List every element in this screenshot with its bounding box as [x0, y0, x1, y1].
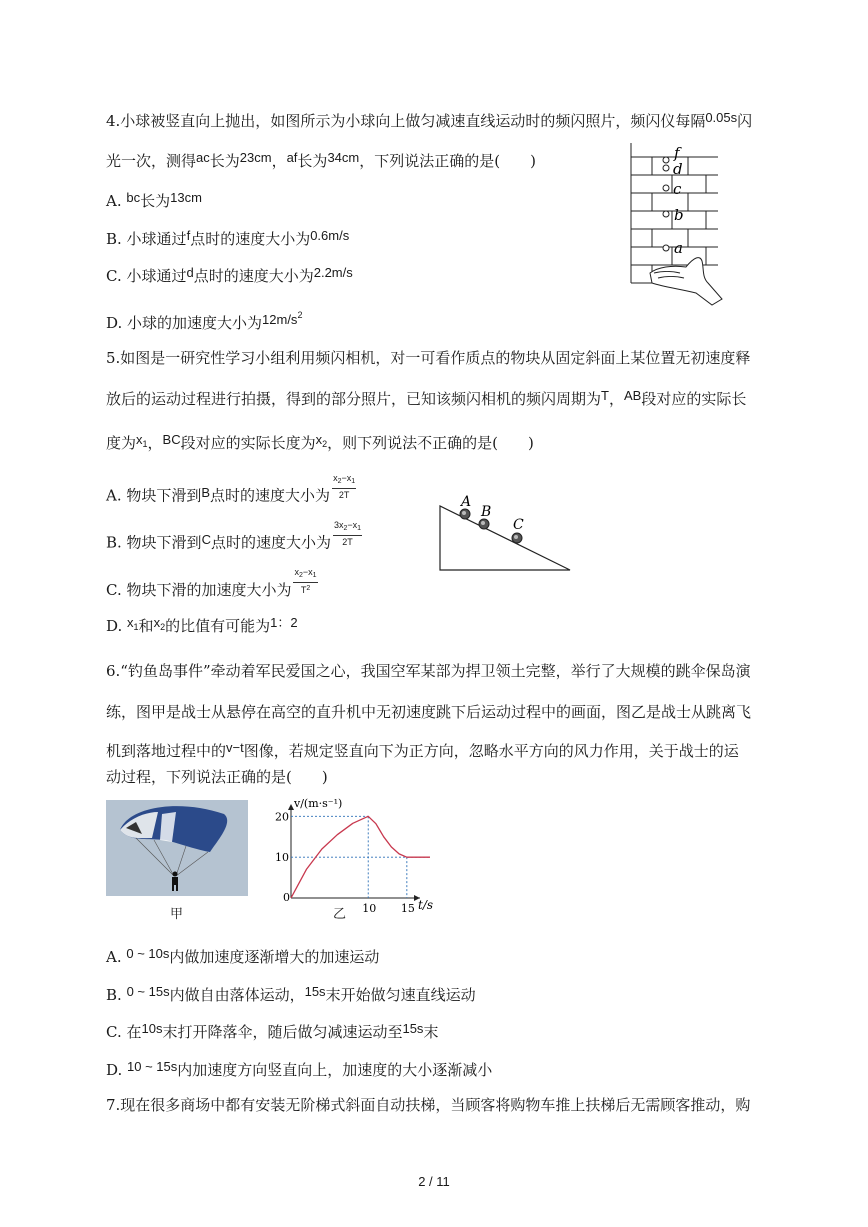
q5-block-a: [460, 509, 470, 519]
q4-ball-a: [663, 245, 669, 251]
q4-ball-f: [663, 157, 669, 163]
q5-stem-line3: 度为$x_1$，BC段对应的实际长度为$x_2$，则下列说法不正确的是( ): [106, 432, 534, 452]
q6-label-jia: 甲: [170, 907, 184, 922]
q4-label-d: d: [673, 160, 683, 178]
q6-stem-line3: 机到落地过程中的v−t图像，若规定竖直向下为正方向，忽略水平方向的风力作用，关于战士的运: [106, 740, 739, 760]
q5-label-b: B: [481, 504, 492, 520]
chart-plot-area: [275, 804, 430, 915]
chart-ylabel: v/(m·s⁻¹): [294, 797, 343, 810]
chart-y-tick-10: 10: [275, 851, 289, 865]
q4-stem-line1: 4.小球被竖直向上抛出，如图所示为小球向上做匀减速直线运动时的频闪照片，频闪仪每隔0.05s闪: [106, 110, 753, 130]
q5-stem-line1: 5.如图是一研究性学习小组利用频闪相机，对一可看作质点的物块从固定斜面上某位置无初速度释: [106, 349, 751, 367]
q7-stem-line1: 7.现在很多商场中都有安装无阶梯式斜面自动扶梯，当顾客将购物车推上扶梯后无需顾客推动，购: [106, 1096, 751, 1114]
q6-vt-chart: [270, 796, 440, 922]
q5-incline-triangle: [440, 506, 570, 570]
q5-stem-line2: 放后的运动过程进行拍摄，得到的部分照片，已知该频闪相机的频闪周期为T，AB段对应的实际长: [106, 388, 747, 408]
q5-a-fraction: $\frac{x_2-x_1}{2T}$: [333, 473, 356, 500]
q4-strobe-figure: [628, 143, 728, 308]
q4-stem-line2: 光一次，测得ac长为23cm，af长为34cm，下列说法正确的是( ): [106, 150, 536, 170]
q5-block-b: [479, 519, 489, 529]
q5-option-c[interactable]: C. 物块下滑的加速度大小为 $\frac{x_2-x_1}{T^2}$: [106, 567, 317, 599]
q5-option-d[interactable]: D. $x_1$和$x_2$的比值有可能为1：2: [106, 615, 298, 635]
q4-ball-d: [663, 165, 669, 171]
q4-label-c: c: [673, 180, 682, 198]
q6-stem-line4: 动过程，下列说法正确的是( ): [106, 768, 328, 786]
q5-option-b[interactable]: B. 物块下滑到C点时的速度大小为 $\frac{3x_2-x_1}{2T}$: [106, 520, 362, 552]
q6-option-c[interactable]: C. 在10s末打开降落伞，随后做匀减速运动至15s末: [106, 1021, 439, 1041]
q6-stem-line2: 练，图甲是战士从悬停在高空的直升机中无初速度跳下后运动过程中的画面，图乙是战士从跳离飞: [106, 703, 752, 721]
q4-option-a[interactable]: A. bc长为13cm: [106, 190, 202, 210]
q5-option-a[interactable]: A. 物块下滑到B点时的速度大小为 $\frac{x_2-x_1}{2T}$: [106, 473, 356, 505]
chart-x-tick-10: 10: [362, 902, 377, 915]
q5-c-fraction: $\frac{x_2-x_1}{T^2}$: [294, 567, 317, 595]
q5-b-fraction: $\frac{3x_2-x_1}{2T}$: [333, 520, 362, 547]
q5-label-a: A: [461, 494, 472, 510]
q5-label-c: C: [513, 517, 524, 533]
q5-block-c: [512, 533, 522, 543]
q4-option-b[interactable]: B. 小球通过f点时的速度大小为0.6m/s: [106, 228, 350, 248]
chart-xlabel: t/s: [418, 898, 434, 912]
chart-y-tick-20: 20: [275, 810, 289, 824]
q4-option-c[interactable]: C. 小球通过d点时的速度大小为2.2m/s: [106, 265, 353, 285]
q6-parachute-photo: [106, 800, 248, 896]
q5-incline-figure: [438, 494, 574, 574]
q4-option-d[interactable]: D. 小球的加速度大小为$12m/s^2$: [106, 310, 303, 332]
q6-option-a[interactable]: A. 0 ~ 10s内做加速度逐渐增大的加速运动: [106, 946, 380, 966]
q4-label-b: b: [674, 206, 684, 224]
q6-label-yi: 乙: [333, 907, 347, 922]
q4-label-a: a: [674, 239, 683, 257]
q6-option-d[interactable]: D. 10 ~ 15s内加速度方向竖直向上，加速度的大小逐渐减小: [106, 1059, 493, 1079]
q4-ball-c: [663, 185, 669, 191]
q4-ball-b: [663, 211, 669, 217]
q6-option-b[interactable]: B. 0 ~ 15s内做自由落体运动，15s末开始做匀速直线运动: [106, 984, 476, 1004]
q4-label-f: f: [674, 144, 680, 162]
chart-x-tick-15: 15: [400, 902, 415, 915]
q6-stem-line1: 6.“钓鱼岛事件”牵动着军民爱国之心，我国空军某部为捍卫领土完整，举行了大规模的跳伞保岛演: [106, 662, 751, 680]
chart-origin-label: 0: [283, 891, 290, 904]
page-number: 2 / 11: [418, 1174, 450, 1189]
